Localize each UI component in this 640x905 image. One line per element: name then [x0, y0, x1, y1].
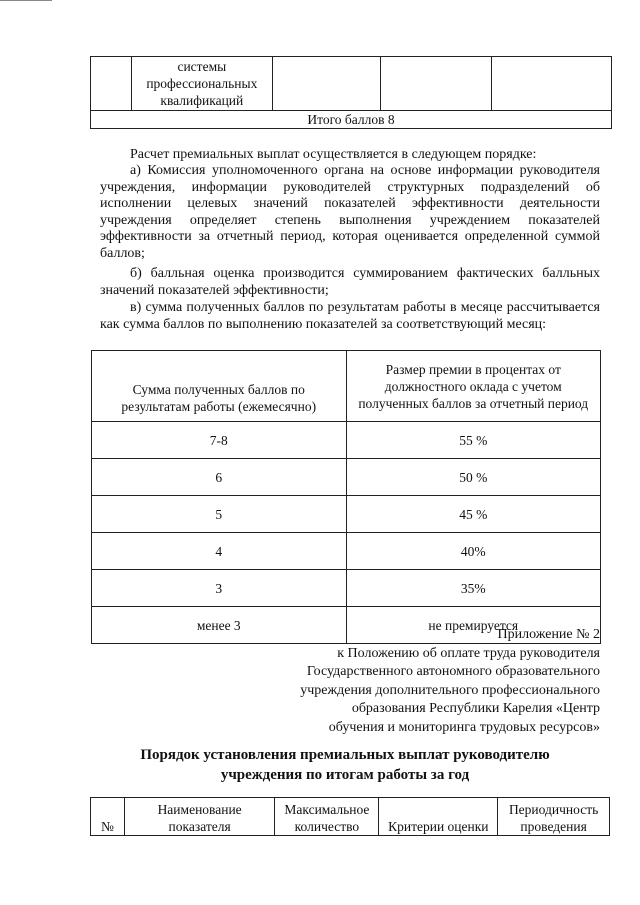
column-header-indicator: Наименование показателя	[124, 798, 275, 836]
percent-cell: 40%	[346, 533, 601, 570]
table-row	[92, 422, 601, 459]
scan-edge-line	[0, 0, 52, 1]
percent-cell: 35%	[346, 570, 601, 607]
points-cell: 6	[92, 459, 347, 496]
points-cell: 5	[92, 496, 347, 533]
annual-indicators-table	[90, 797, 610, 836]
continued-indicators-table	[90, 56, 612, 129]
appendix-line: Государственного автономного образовательного	[306, 664, 600, 679]
section-heading-line: Порядок установления премиальных выплат руководителю	[140, 747, 550, 763]
percent-cell: не премируется	[346, 607, 601, 644]
points-cell: 3	[92, 570, 347, 607]
header-points: Сумма полученных баллов по результатам работы (ежемесячно)	[92, 351, 347, 422]
table-header-row	[92, 351, 601, 422]
table-total-row	[91, 111, 612, 129]
appendix-line: обучения и мониторинга трудовых ресурсов»	[328, 719, 600, 735]
section-heading-line: учреждения по итогам работы за год	[220, 767, 470, 783]
paragraph-b: б) балльная оценка производится суммированием фактических балльных значений показателей эффективности;	[100, 266, 600, 298]
table-row	[91, 57, 612, 111]
appendix-number: Приложение № 2	[497, 627, 600, 642]
bonus-scale-table	[91, 350, 601, 644]
appendix-line: к Положению об оплате труда руководителя	[337, 645, 600, 661]
table-row	[92, 459, 601, 496]
paragraph-a: а) Комиссия уполномоченного органа на основе информации руководителя учреждения, информации руководителей структурных подразделений об исполнении целевых значений показателей эффективности деятельности учреждения определяет степень выполнения учреждением показателей эффективности за отчетный период, которая оценивается определенной суммой баллов;	[100, 163, 600, 261]
table-header-row	[91, 798, 610, 836]
appendix-block	[260, 626, 600, 737]
total-points: Итого баллов 8	[91, 111, 612, 129]
column-header-frequency: Периодичность проведения	[498, 798, 610, 836]
table-row	[92, 533, 601, 570]
column-header-number: №	[91, 798, 125, 836]
points-cell: 7-8	[92, 422, 347, 459]
points-cell: менее 3	[92, 607, 347, 644]
column-header-criteria: Критерии оценки	[379, 798, 498, 836]
header-percent: Размер премии в процентах от должностного оклада с учетом полученных баллов за отчетный период	[346, 351, 601, 422]
section-heading	[110, 745, 580, 785]
table-row	[92, 496, 601, 533]
appendix-line: учреждения дополнительного профессионального	[300, 682, 600, 698]
table-row	[92, 570, 601, 607]
column-header-max: Максимальное количество	[275, 798, 379, 836]
percent-cell: 45 %	[346, 496, 601, 533]
percent-cell: 55 %	[346, 422, 601, 459]
paragraph-intro: Расчет премиальных выплат осуществляется в следующем порядке:	[130, 147, 537, 162]
percent-cell: 50 %	[346, 459, 601, 496]
appendix-line: образования Республики Карелия «Центр	[351, 701, 600, 716]
paragraph-c: в) сумма полученных баллов по результатам работы в месяце рассчитывается как сумма баллов по выполнению показателей за соответствующий месяц:	[100, 300, 600, 332]
table-cell-criterion: системы профессиональных квалификаций	[131, 57, 273, 111]
points-cell: 4	[92, 533, 347, 570]
